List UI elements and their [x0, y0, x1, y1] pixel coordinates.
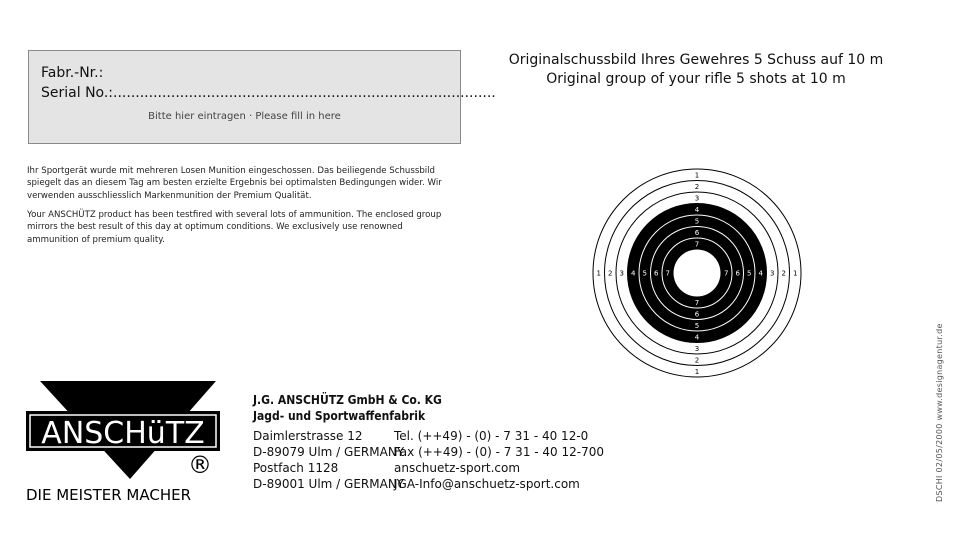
description-english: Your ANSCHÜTZ product has been testfired with several lots of ammunition. The enclosed group mirrors the best result of this day at optimum conditions. We exclusively use renowned ammunition of premium quality.: [27, 210, 442, 245]
serial-no-label: Serial No.:: [41, 85, 114, 101]
address-line: Daimlerstrasse 12: [253, 429, 363, 443]
target-ring-label: 4: [694, 205, 700, 214]
target-ring-label: 2: [694, 182, 700, 191]
serial-number-box[interactable]: [28, 50, 496, 144]
shooting-target: [590, 166, 804, 380]
anschuetz-logo: [26, 381, 226, 505]
target-ring-label: 5: [694, 321, 700, 330]
company-block: [253, 392, 442, 424]
target-ring-label: 1: [596, 269, 601, 278]
serial-dots: ......................................................................................: [113, 85, 496, 101]
target-ring-label: 6: [694, 228, 700, 237]
target-ring-label: 5: [747, 269, 752, 278]
target-ring-label: 5: [694, 217, 700, 226]
target-ring-line: [674, 250, 721, 297]
serial-no-field[interactable]: [41, 85, 496, 101]
address-column: [253, 428, 404, 492]
target-ring-label: 7: [694, 240, 700, 249]
address-line: D-89079 Ulm / GERMANY: [253, 445, 405, 459]
fabr-nr-label: Fabr.-Nr.:: [41, 65, 104, 81]
anschuetz-logo-graphic: [26, 381, 226, 501]
phone-number: Tel. (++49) - (0) - 7 31 - 40 12-0: [394, 429, 589, 443]
email-link[interactable]: JGA-Info@anschuetz-sport.com: [394, 477, 580, 491]
target-ring-label: 1: [694, 171, 700, 180]
target-ring-label: 4: [758, 269, 763, 278]
target-title-english: Original group of your rifle 5 shots at 10 m: [546, 71, 846, 87]
target-ring-label: 4: [631, 269, 636, 278]
target-ring-label: 3: [770, 269, 775, 278]
logo-tagline: DIE MEISTER MACHER: [26, 486, 192, 501]
target-ring-label: 1: [793, 269, 798, 278]
target-ring-label: 6: [694, 310, 700, 319]
target-ring-label: 3: [619, 269, 624, 278]
address-line: Postfach 1128: [253, 461, 339, 475]
contact-column: [394, 428, 604, 492]
target-ring-label: 2: [608, 269, 613, 278]
target-ring-label: 2: [781, 269, 786, 278]
target-ring-label: 5: [642, 269, 647, 278]
target-ring-label: 3: [694, 194, 700, 203]
fill-in-hint: Bitte hier eintragen · Please fill in here: [148, 111, 341, 122]
description-german: Ihr Sportgerät wurde mit mehreren Losen Munition eingeschossen. Das beiliegende Schussbild spiegelt das an diesem Tag am besten erzielte Ergebnis bei optimalsten Bedingungen wider. Wir verwenden ausschliesslich Markenmunition der Premium Qualität.: [27, 166, 442, 201]
registered-mark: ®: [188, 451, 212, 479]
target-ring-label: 6: [735, 269, 740, 278]
fax-number: Fax (++49) - (0) - 7 31 - 40 12-700: [394, 445, 604, 459]
target-ring-label: 7: [694, 298, 700, 307]
website-link[interactable]: anschuetz-sport.com: [394, 461, 521, 475]
print-info-text: DSCHI 02/05/2000 www.designagentur.de: [935, 323, 944, 502]
target-ring-label: 7: [665, 269, 670, 278]
target-ring-label: 2: [694, 356, 700, 365]
target-ring-label: 7: [724, 269, 729, 278]
company-subtitle: Jagd- und Sportwaffenfabrik: [253, 409, 426, 423]
target-ring-label: 4: [694, 333, 700, 342]
address-line: D-89001 Ulm / GERMANY: [253, 477, 405, 491]
target-ring-label: 6: [654, 269, 659, 278]
target-title-german: Originalschussbild Ihres Gewehres 5 Schuss auf 10 m: [508, 52, 884, 68]
target-ring-label: 1: [694, 367, 700, 376]
logo-brand-text: ANSCHüTZ: [41, 416, 205, 451]
company-name: J.G. ANSCHÜTZ GmbH & Co. KG: [253, 393, 442, 407]
target-ring-label: 3: [694, 344, 700, 353]
